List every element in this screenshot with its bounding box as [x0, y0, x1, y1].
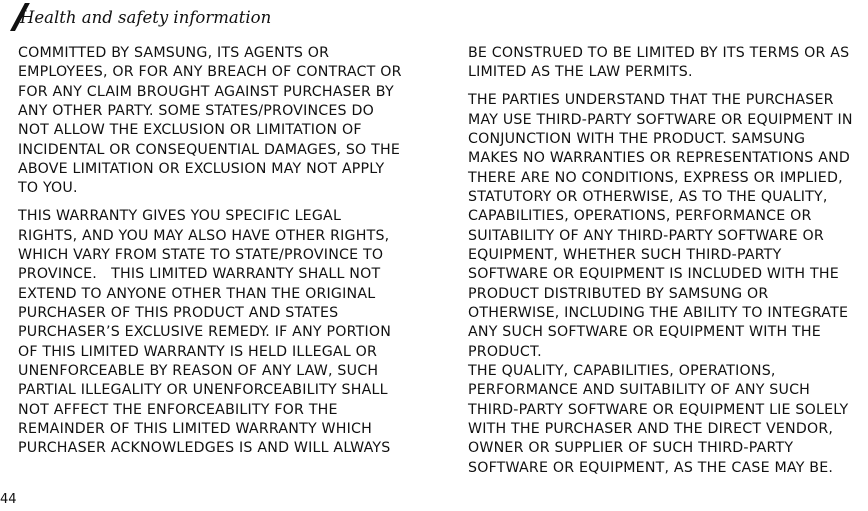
text-line: FOR ANY CLAIM BROUGHT AGAINST PURCHASER BY [18, 83, 394, 100]
text-line: WITH THE PURCHASER AND THE DIRECT VENDOR, [468, 421, 834, 438]
text-line: EMPLOYEES, OR FOR ANY BREACH OF CONTRACT OR [18, 64, 402, 81]
text-line: EQUIPMENT, WHETHER SUCH THIRD-PARTY [468, 246, 782, 263]
text-line: PURCHASER’S EXCLUSIVE REMEDY. IF ANY PORTION [18, 324, 392, 341]
text-line: BE CONSTRUED TO BE LIMITED BY ITS TERMS OR AS [468, 45, 850, 61]
paragraph-gap [468, 83, 868, 92]
text-line: MAKES NO WARRANTIES OR REPRESENTATIONS AND [468, 150, 851, 167]
text-line: THIS WARRANTY GIVES YOU SPECIFIC LEGAL [18, 208, 342, 225]
right-paragraph-1 [468, 44, 868, 83]
page-number: 44 [0, 492, 17, 507]
text-line: OTHERWISE, INCLUDING THE ABILITY TO INTEGRATE [468, 304, 849, 321]
text-line: COMMITTED BY SAMSUNG, ITS AGENTS OR [18, 45, 330, 61]
text-line: ANY SUCH SOFTWARE OR EQUIPMENT WITH THE [468, 324, 821, 341]
text-line: INCIDENTAL OR CONSEQUENTIAL DAMAGES, SO THE [18, 141, 401, 158]
left-paragraph-2 [18, 207, 438, 458]
left-text-column [18, 44, 438, 459]
text-line: ABOVE LIMITATION OR EXCLUSION MAY NOT APPLY [18, 161, 385, 178]
text-line: STATUTORY OR OTHERWISE, AS TO THE QUALITY, [468, 188, 828, 205]
text-line: OF THIS LIMITED WARRANTY IS HELD ILLEGAL OR [18, 343, 378, 360]
text-line: THIRD-PARTY SOFTWARE OR EQUIPMENT LIE SOLELY [468, 401, 849, 418]
paragraph-gap [18, 199, 438, 208]
text-line: MAY USE THIRD-PARTY SOFTWARE OR EQUIPMENT IN [468, 111, 853, 128]
text-line: PURCHASER OF THIS PRODUCT AND STATES [18, 304, 339, 321]
text-line: SUITABILITY OF ANY THIRD-PARTY SOFTWARE OR [468, 227, 824, 244]
right-paragraph-2 [468, 91, 868, 478]
text-line: SOFTWARE OR EQUIPMENT, AS THE CASE MAY BE. [468, 459, 834, 476]
text-line: THERE ARE NO CONDITIONS, EXPRESS OR IMPLIED, [468, 169, 843, 186]
text-line: NOT AFFECT THE ENFORCEABILITY FOR THE [18, 401, 338, 418]
text-line: CAPABILITIES, OPERATIONS, PERFORMANCE OR [468, 208, 812, 225]
text-line: THE PARTIES UNDERSTAND THAT THE PURCHASER [468, 92, 834, 109]
text-line: ANY OTHER PARTY. SOME STATES/PROVINCES DO [18, 103, 374, 120]
text-line: EXTEND TO ANYONE OTHER THAN THE ORIGINAL [18, 285, 376, 302]
section-header-title: Health and safety information [20, 8, 272, 27]
text-line: CONJUNCTION WITH THE PRODUCT. SAMSUNG [468, 130, 806, 147]
text-line: REMAINDER OF THIS LIMITED WARRANTY WHICH [18, 421, 372, 438]
text-line: THE QUALITY, CAPABILITIES, OPERATIONS, [468, 363, 776, 379]
text-line: WHICH VARY FROM STATE TO STATE/PROVINCE TO [18, 246, 384, 263]
text-line: PRODUCT. [468, 343, 542, 360]
text-line: RIGHTS, AND YOU MAY ALSO HAVE OTHER RIGHTS, [18, 227, 390, 244]
text-line: OWNER OR SUPPLIER OF SUCH THIRD-PARTY [468, 440, 794, 457]
text-line: PROVINCE. THIS LIMITED WARRANTY SHALL NOT [18, 266, 381, 283]
text-line: TO YOU. [18, 180, 78, 197]
text-line: PURCHASER ACKNOWLEDGES IS AND WILL ALWAYS [18, 440, 391, 457]
text-line: SOFTWARE OR EQUIPMENT IS INCLUDED WITH THE [468, 266, 839, 283]
text-line: LIMITED AS THE LAW PERMITS. [468, 64, 693, 81]
text-line: UNENFORCEABLE BY REASON OF ANY LAW, SUCH [18, 363, 379, 379]
text-line: PARTIAL ILLEGALITY OR UNENFORCEABILITY SHALL [18, 382, 388, 399]
text-line: PERFORMANCE AND SUITABILITY OF ANY SUCH [468, 382, 811, 399]
text-line: NOT ALLOW THE EXCLUSION OR LIMITATION OF [18, 122, 362, 139]
text-line: PRODUCT DISTRIBUTED BY SAMSUNG OR [468, 285, 769, 302]
right-text-column [468, 44, 868, 478]
left-paragraph-1 [18, 44, 438, 199]
